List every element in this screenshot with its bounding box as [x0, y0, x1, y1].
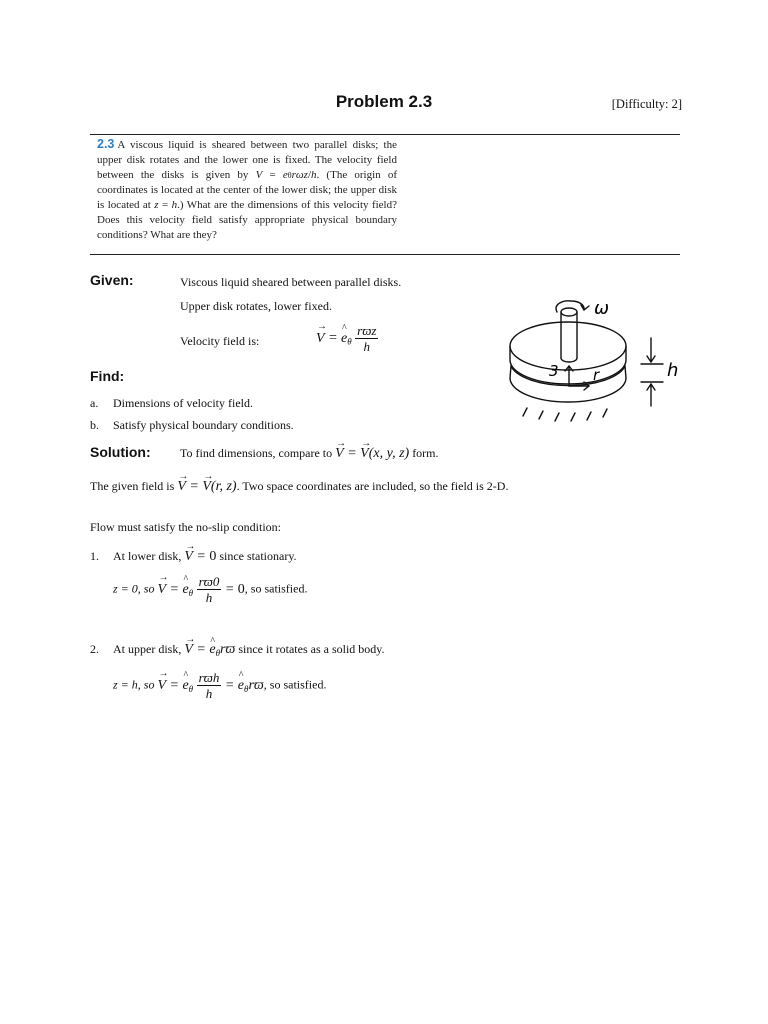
solution-intro: To find dimensions, compare to → V = → V(x, y, z) form. [180, 444, 439, 463]
statement-text-c: .) What are the dimensions of this velocity field? Does this velocity field satisfy appropriate physical boundary conditions? What are they? [97, 199, 397, 241]
step1-check-prefix: z = 0, so [113, 581, 155, 596]
step1-marker: 1. [90, 549, 99, 563]
h-dim-lines [641, 364, 663, 382]
velocity-equation: → V = ^ $e_\theta$ $\frac{\text{rϖz}}{h}$ [316, 323, 378, 354]
given-line-3: Velocity field is: [180, 334, 260, 348]
step2-suffix: since it rotates as a solid body. [238, 642, 385, 656]
step2-line: At upper disk, → V = ^ $e_\theta rϖ$ since it rotates as a solid body. [113, 640, 385, 662]
h-dim-arrow-bottom [647, 384, 655, 406]
statement-text-b: . (The origin of coordinates is located at the center of the lower disk; the upper disk is located at [97, 169, 397, 211]
step2-check-prefix: z = h, so [113, 677, 155, 692]
step2-marker: 2. [90, 642, 99, 656]
given-field-suffix: . Two space coordinates are included, so the field is 2-D. [236, 479, 509, 493]
step1-line: At lower disk, → V = 0 since stationary. [113, 547, 297, 566]
step1-check: z = 0, so → V = ^ $e_\theta$ $\frac{rϖ0}{h}$ = 0, so satisfied. [113, 574, 307, 605]
r-axis-label: r [593, 366, 600, 384]
statement-bottom-rule [90, 254, 680, 255]
step1-check-suffix: , so satisfied. [244, 581, 308, 596]
z-axis-arrow [565, 366, 573, 386]
statement-text-a: A viscous liquid is sheared between two parallel disks; the upper disk rotates and the lower one is fixed. The velocity field between the disks is given by [97, 139, 397, 181]
step1-text: At lower disk, [113, 549, 182, 563]
top-rule [90, 134, 680, 135]
given-line-1: Viscous liquid sheared between parallel disks. [180, 275, 402, 289]
given-field-line: The given field is → V = → V(r, z). Two space coordinates are included, so the field is 2-D. [90, 477, 508, 496]
h-label: h [667, 360, 679, 381]
step2-check: z = h, so → V = ^ $e_\theta$ $\frac{\text{rϖh}}{h}$ = ^ $e_\theta rϖ$, so satisfied. [113, 670, 326, 701]
h-dim-arrow-top [647, 338, 655, 362]
problem-number: 2.3 [97, 137, 115, 151]
difficulty-label: [Difficulty: 2] [611, 97, 682, 111]
solution-intro-suffix: form. [412, 446, 439, 460]
upper-disk [510, 322, 626, 370]
given-field-prefix: The given field is [90, 479, 175, 493]
noslip-text: Flow must satisfy the no-slip condition: [90, 520, 281, 534]
given-heading: Given: [90, 272, 134, 288]
ground-hatching [523, 408, 607, 421]
z-axis-label: 3 [549, 362, 559, 380]
rotation-arrowhead [581, 305, 589, 310]
solution-heading: Solution: [90, 444, 151, 460]
find-heading: Find: [90, 368, 125, 384]
shaft [561, 312, 577, 358]
step2-check-suffix: , so satisfied. [263, 677, 327, 692]
find-item-a: Dimensions of velocity field. [113, 396, 253, 410]
problem-statement: 2.3 A viscous liquid is sheared between two parallel disks; the upper disk rotates and the lower one is fixed. The velocity field between the disks is given by V = eθrωz/h. (The origin of coordinates is located at the center of the lower disk; the upper disk is located at z = h.) What are the dimensions of this velocity field? Does this velocity field satisfy appropriate physical boundary conditions? What are they? [97, 137, 397, 241]
solution-intro-text: To find dimensions, compare to [180, 446, 333, 460]
omega-label: ω [594, 298, 610, 319]
given-line-2: Upper disk rotates, lower fixed. [180, 299, 332, 313]
parallel-disks-figure [505, 298, 695, 428]
find-marker-b: b. [90, 418, 99, 432]
step1-suffix: since stationary. [219, 549, 297, 563]
rotation-arrow [556, 301, 584, 312]
shaft-top [561, 308, 577, 316]
page-title: Problem 2.3 [335, 92, 433, 111]
find-item-b: Satisfy physical boundary conditions. [113, 418, 294, 432]
step2-text: At upper disk, [113, 642, 182, 656]
find-marker-a: a. [90, 396, 99, 410]
